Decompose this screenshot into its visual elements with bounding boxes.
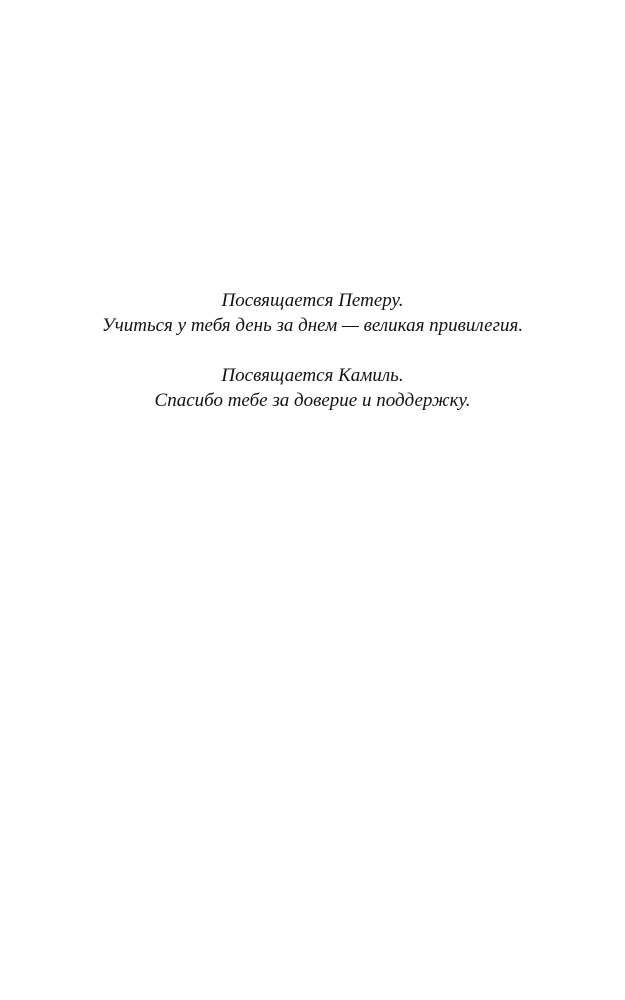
dedication-text: Спасибо тебе за доверие и поддержку. [154, 390, 471, 411]
dedication-heading: Посвящается Петеру. [221, 290, 404, 311]
dedication-text: Учиться у тебя день за днем — великая привилегия. [101, 315, 524, 336]
dedication-peter [0, 288, 625, 338]
dedication-heading: Посвящается Камиль. [221, 365, 404, 386]
dedication-camille [0, 363, 625, 413]
